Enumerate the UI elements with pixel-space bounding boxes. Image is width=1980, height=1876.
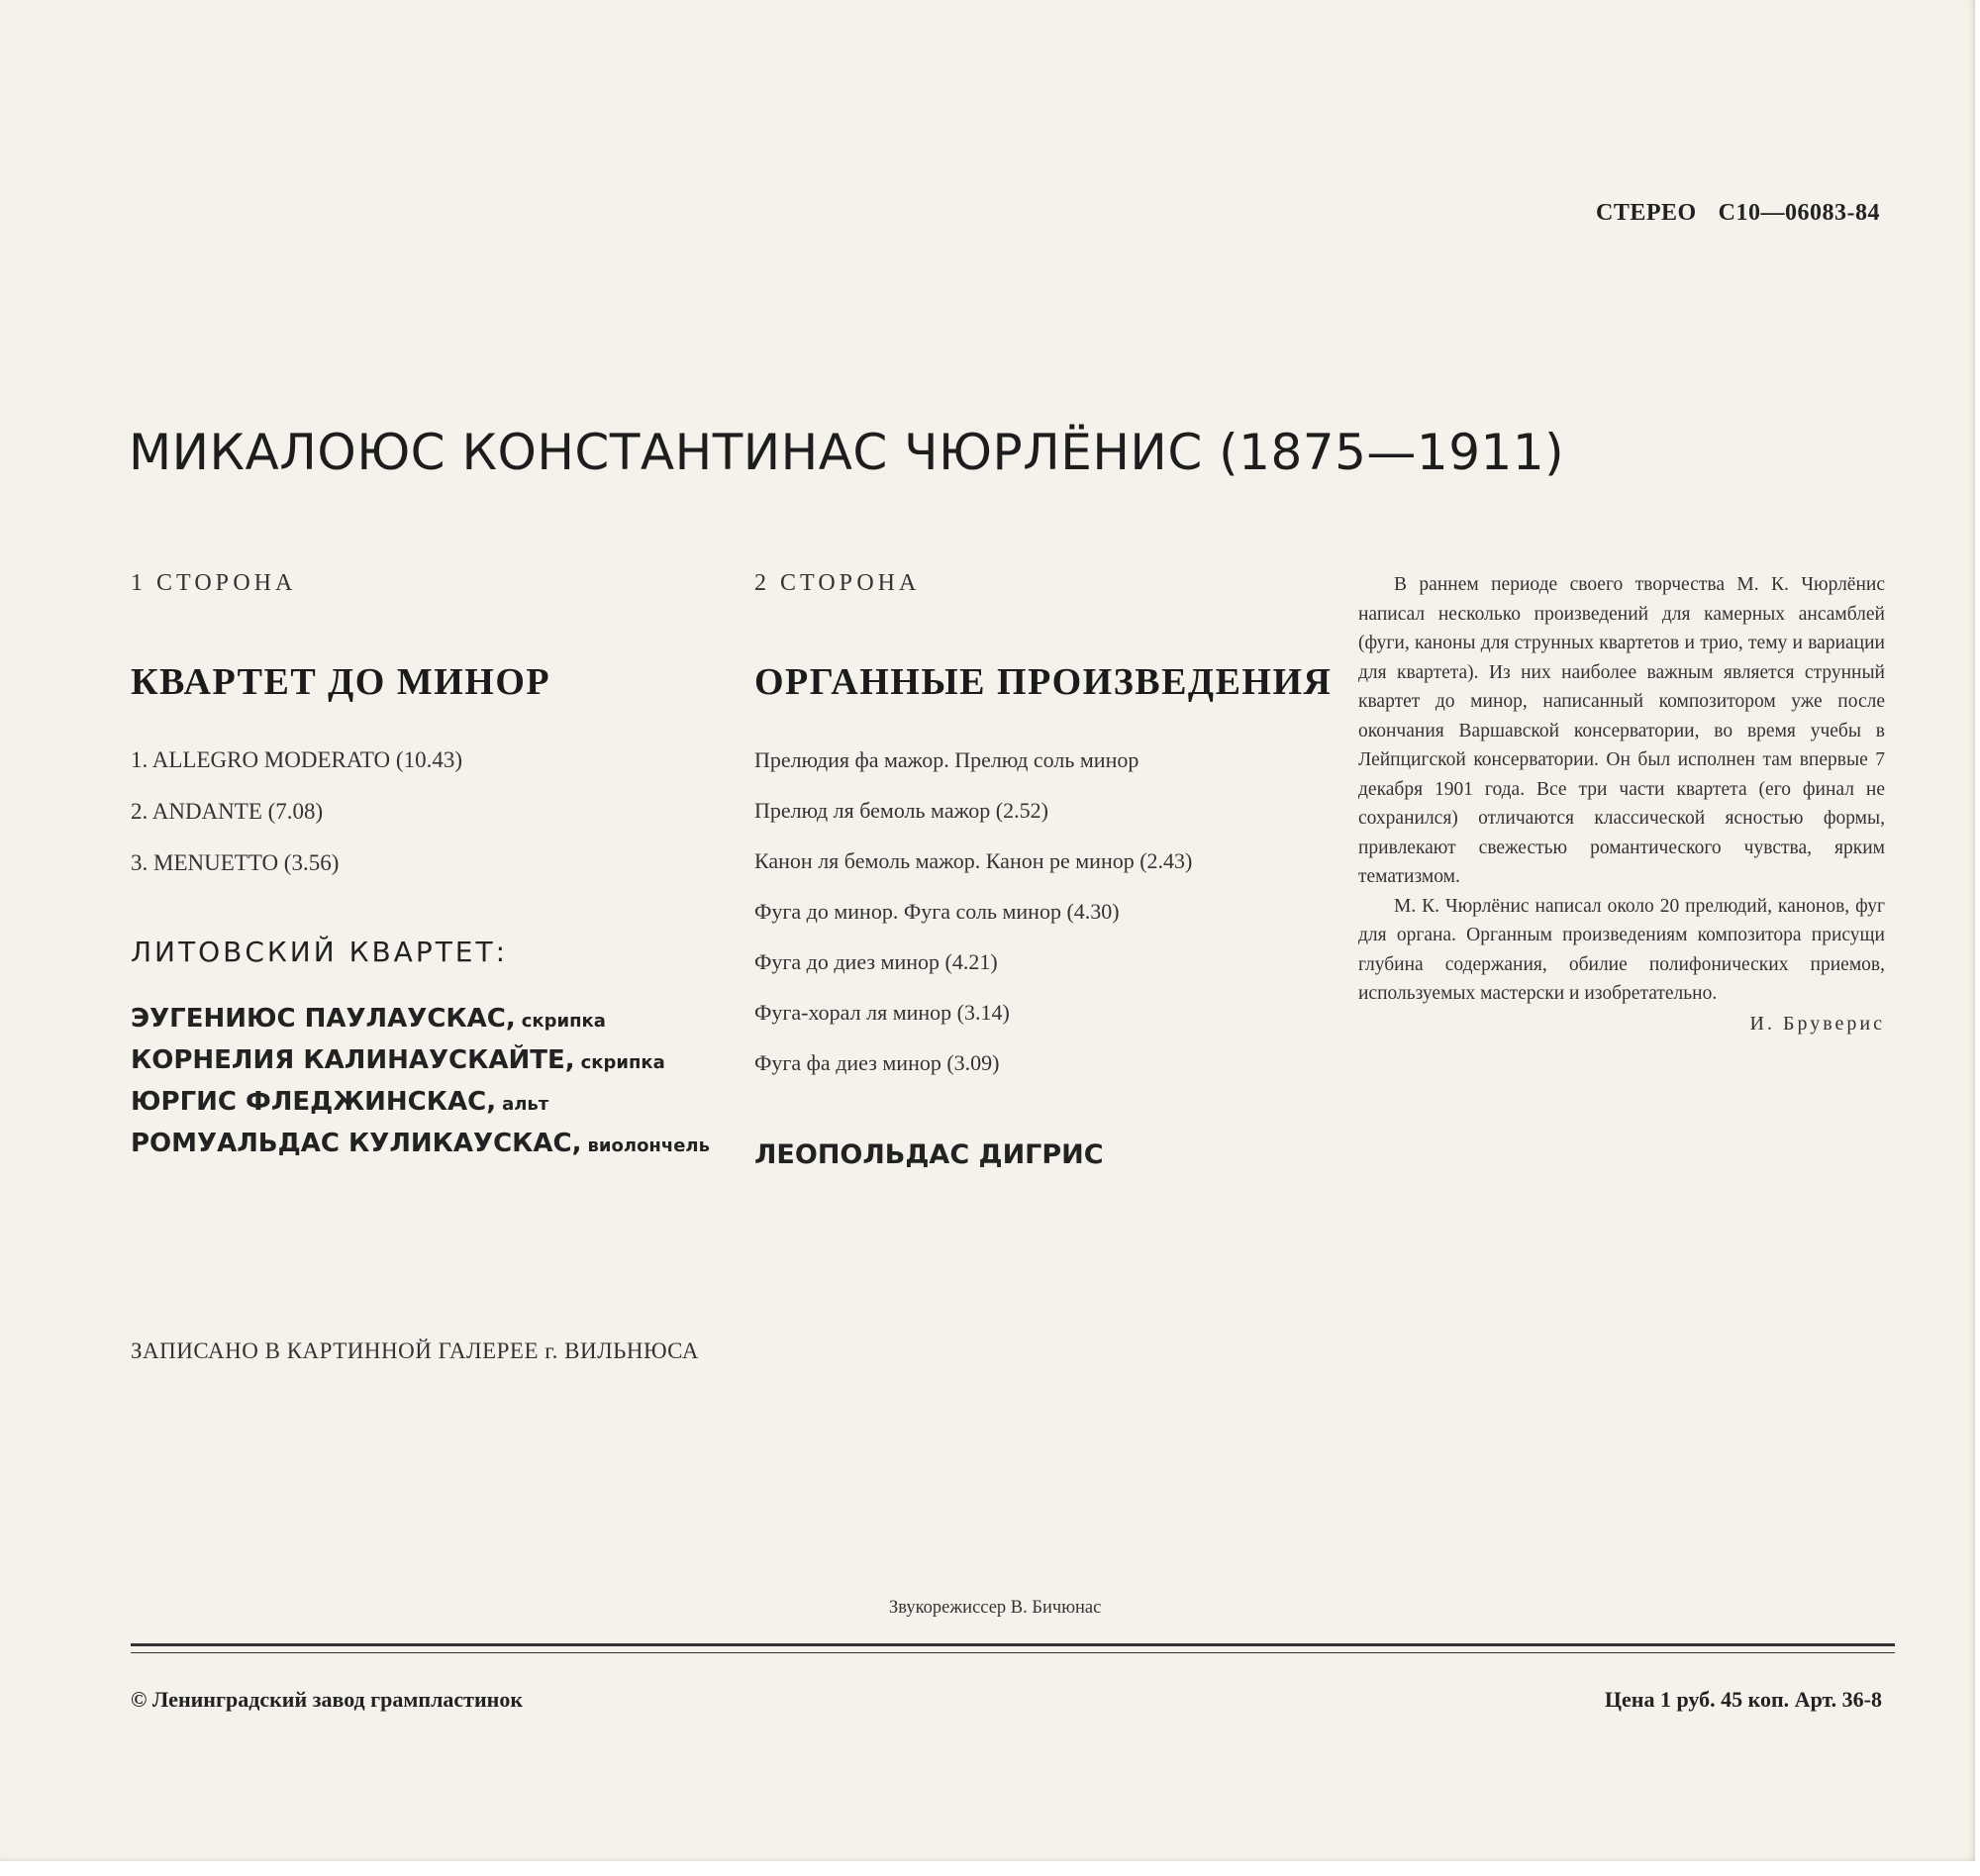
sound-engineer: Звукорежиссер В. Бичюнас <box>889 1598 1102 1618</box>
side-1-work-title: КВАРТЕТ ДО МИНОР <box>131 661 551 703</box>
performer-item <box>131 1129 725 1158</box>
format-label: СТЕРЕО <box>1595 200 1697 226</box>
track-item: Прелюдия фа мажор. Прелюд соль минор <box>754 747 1139 772</box>
publisher-copyright: © Ленинградский завод грампластинок <box>131 1687 524 1712</box>
notes-paragraph: В раннем периоде своего творчества М. К. Чюрлёнис написал несколько произведений для камерных ансамблей (фуги, каноны для струнных квартетов и трио, тему и вариации для квартета). Из них наиболее важным является струнный квартет до минор, написанный композитором уже после окончания Варшавской консерватории, во время учебы в Лейпцигской консерватории. Он был исполнен там впервые 7 декабря 1901 года. Все три части квартета (его финал не сохранился) отличаются классической ясностью формы, привлекают свежестью романтического чувства, ярким тематизмом. <box>1358 574 1885 887</box>
catalog-number <box>1596 200 1880 227</box>
performer-name: КОРНЕЛИЯ КАЛИНАУСКАЙТЕ, <box>131 1045 575 1075</box>
side-1-label: 1 СТОРОНА <box>131 570 297 596</box>
performer-name: ЭУГЕНИЮС ПАУЛАУСКАС, <box>131 1004 516 1034</box>
track-item: 3. MENUETTO (3.56) <box>131 850 340 875</box>
track-item: 1. ALLEGRO MODERATO (10.43) <box>131 747 462 772</box>
track-item: Канон ля бемоль мажор. Канон ре минор (2.43) <box>754 848 1193 873</box>
performer-role: скрипка <box>521 1011 606 1032</box>
catalog-code: С10—06083-84 <box>1718 200 1880 226</box>
divider <box>131 1652 1895 1653</box>
notes-author: И. Бруверис <box>1749 1012 1885 1035</box>
track-item: Фуга до минор. Фуга соль минор (4.30) <box>754 899 1120 924</box>
track-item: Прелюд ля бемоль мажор (2.52) <box>754 798 1048 823</box>
performer-item <box>131 1004 725 1034</box>
notes-paragraph: М. К. Чюрлёнис написал около 20 прелюдий, канонов, фуг для органа. Органным произведениям композитора присущи глубина содержания, обилие полифонических приемов, используемых мастерски и изобретательно. <box>1358 895 1885 1004</box>
price-label: Цена 1 руб. 45 коп. Арт. 36-8 <box>1604 1687 1882 1712</box>
side-2-column <box>754 570 1348 1170</box>
side-1-column <box>131 570 725 1170</box>
performer-role: альт <box>502 1094 549 1115</box>
side-2-label: 2 СТОРОНА <box>754 570 921 596</box>
divider <box>131 1643 1895 1646</box>
track-item: Фуга до диез минор (4.21) <box>754 949 998 974</box>
performer-item <box>131 1045 725 1075</box>
side-2-work-title: ОРГАННЫЕ ПРОИЗВЕДЕНИЯ <box>754 661 1333 703</box>
performer-name: РОМУАЛЬДАС КУЛИКАУСКАС, <box>131 1129 582 1158</box>
track-item: Фуга-хорал ля минор (3.14) <box>754 1000 1010 1025</box>
liner-notes <box>1358 570 1885 1036</box>
track-item: Фуга фа диез минор (3.09) <box>754 1050 1000 1075</box>
performer-name: ЮРГИС ФЛЕДЖИНСКАС, <box>131 1087 497 1117</box>
performer-role: скрипка <box>580 1052 665 1073</box>
performer-role: виолончель <box>587 1135 711 1156</box>
composer-title: МИКАЛОЮС КОНСТАНТИНАС ЧЮРЛЁНИС (1875—1911) <box>129 424 1565 481</box>
ensemble-label: ЛИТОВСКИЙ КВАРТЕТ: <box>131 936 509 968</box>
track-item: 2. ANDANTE (7.08) <box>131 799 324 824</box>
recording-location: ЗАПИСАНО В КАРТИННОЙ ГАЛЕРЕЕ г. ВИЛЬНЮСА <box>131 1338 699 1363</box>
organist-name: ЛЕОПОЛЬДАС ДИГРИС <box>754 1139 1104 1170</box>
performer-item <box>131 1087 725 1117</box>
